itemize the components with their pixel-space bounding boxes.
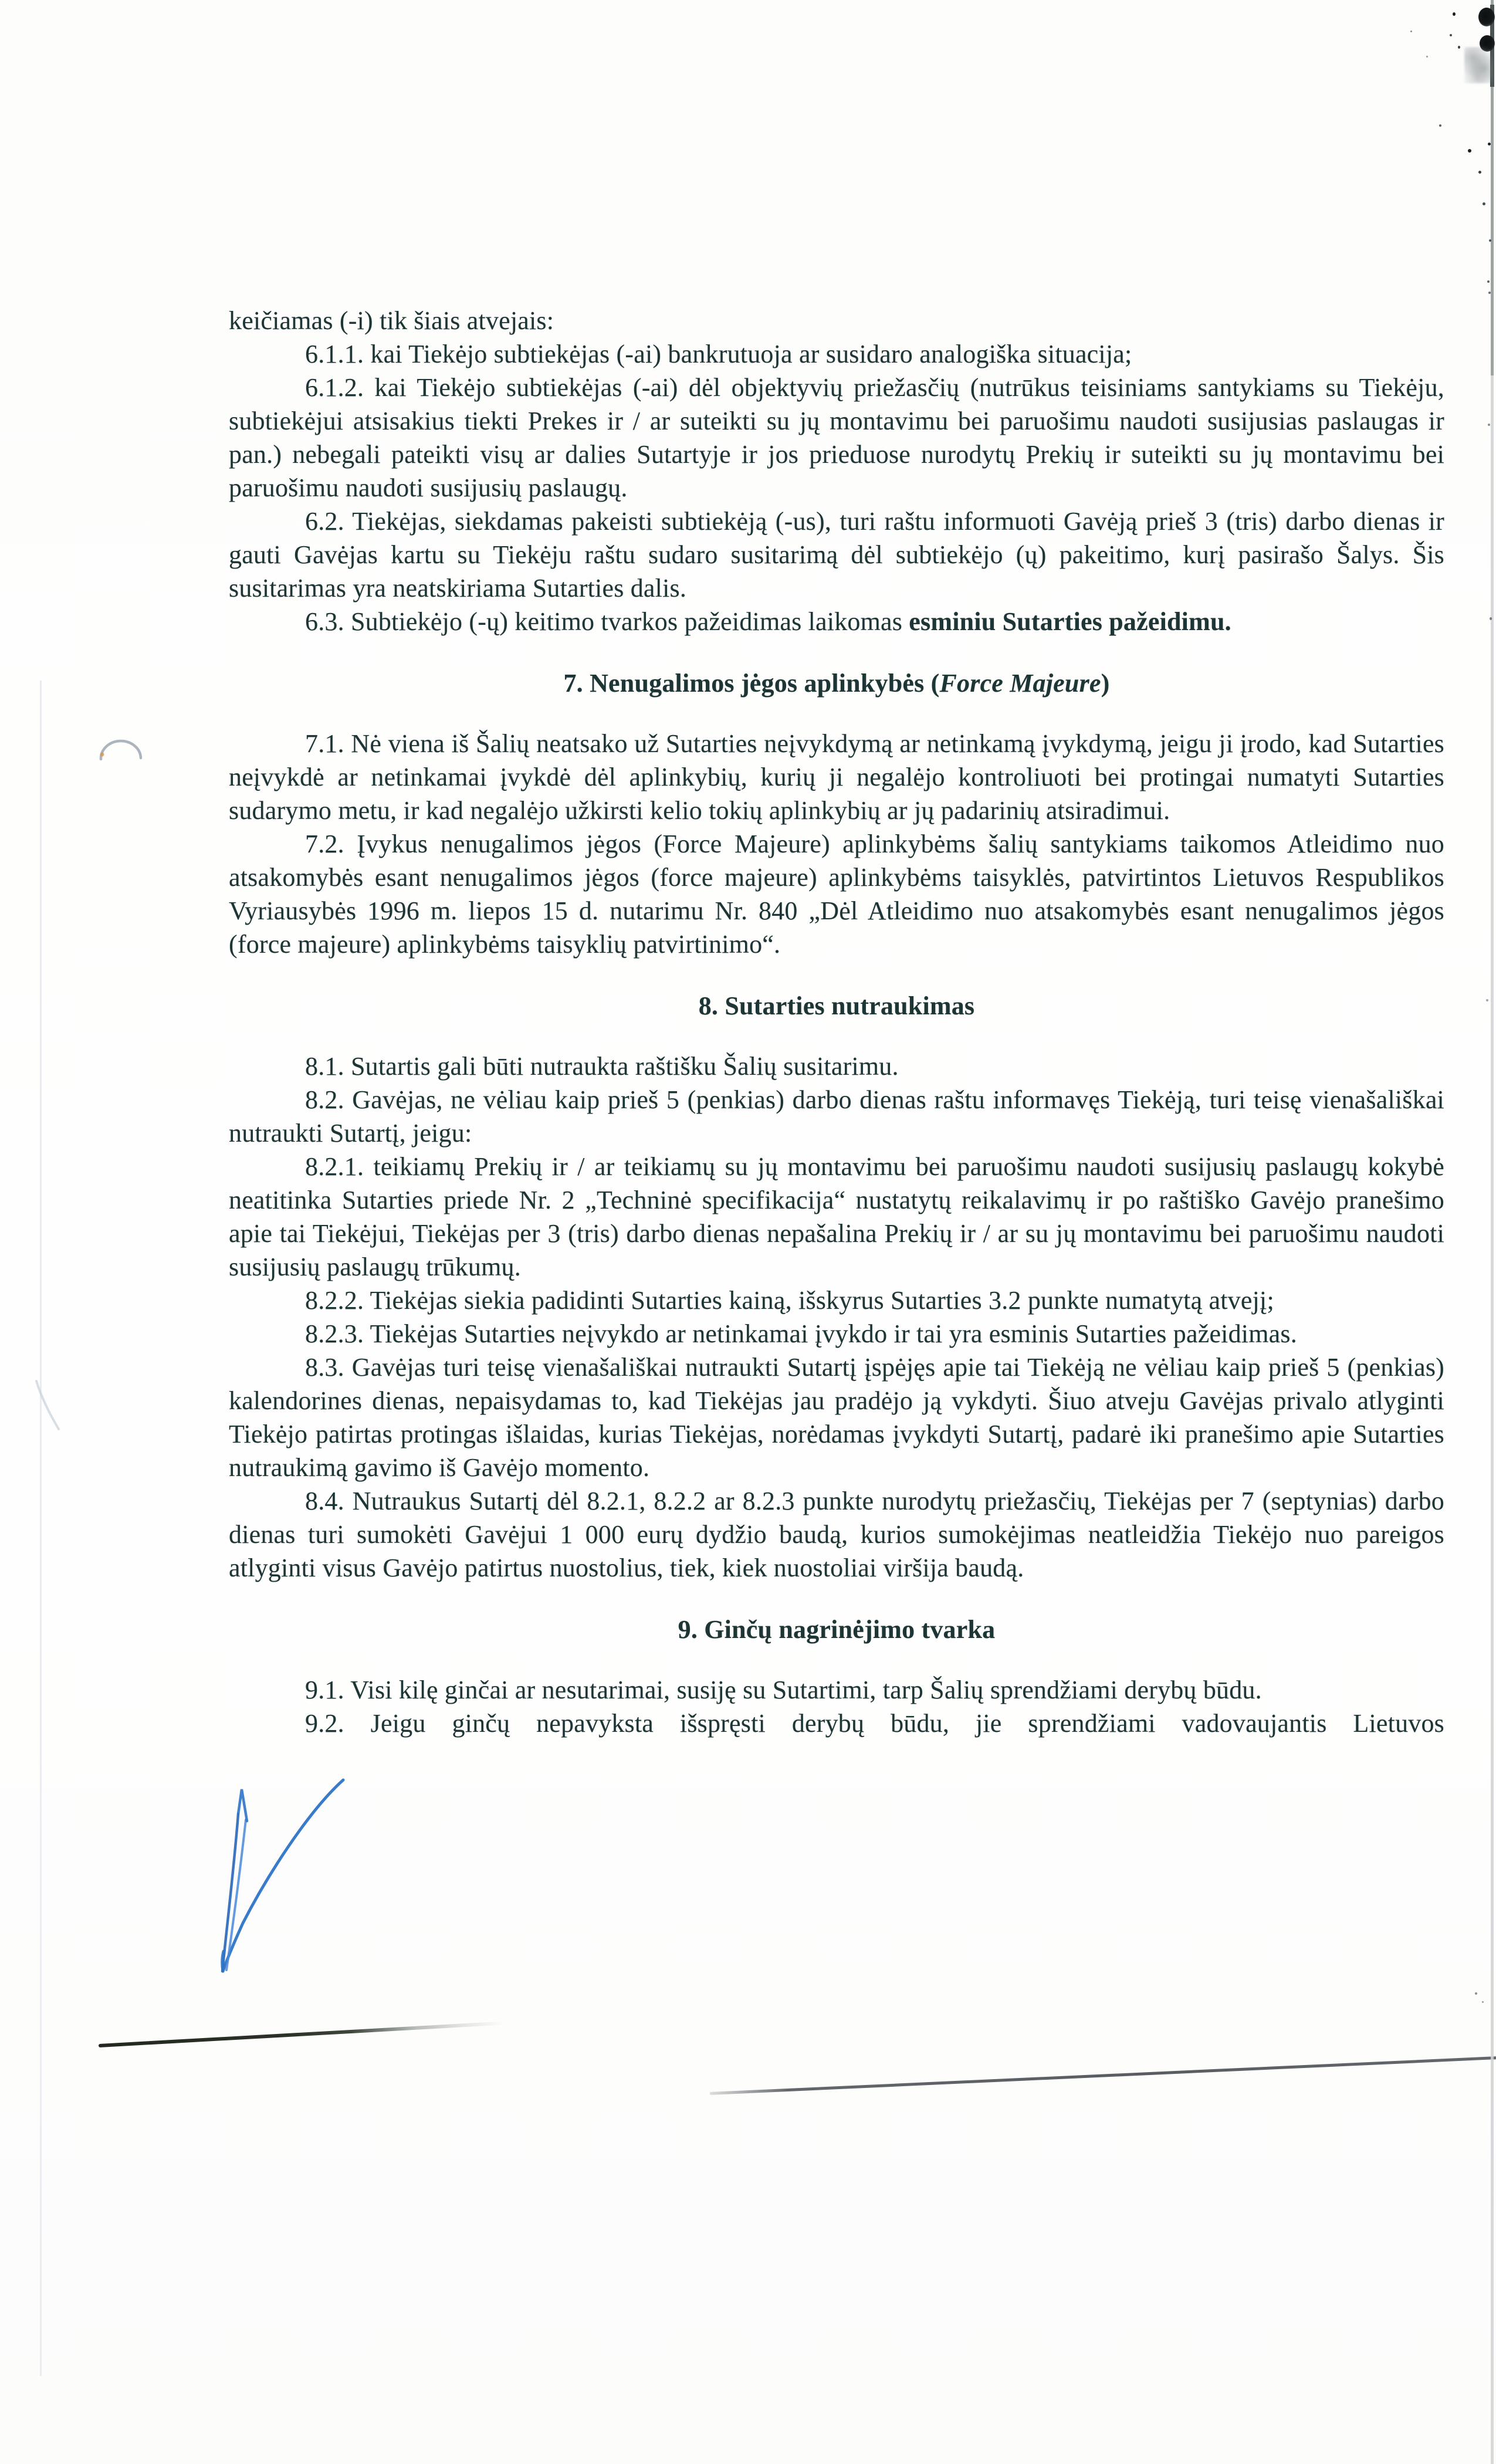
contract-paragraph [229, 505, 1444, 605]
contract-paragraph [229, 1707, 1444, 1740]
contract-paragraph [229, 1284, 1444, 1317]
text-run: esminiu Sutarties pažeidimu. [909, 607, 1231, 636]
text-run: 8.4. Nutraukus Sutartį dėl 8.2.1, 8.2.2 ar 8.2.3 punkte nurodytų priežasčių, Tiekėjas per 7 (septynias) darbo dienas turi sumokėti Gavėjui 1 000 eurų dydžio baudą, kurios sumokėjimas neatleidžia Tiekėjo nuo pareigos atlyginti visus Gavėjo patirtus nuostolius, tiek, kiek nuostoliai viršija baudą. [229, 1487, 1444, 1582]
section-heading [229, 1613, 1444, 1646]
contract-paragraph [229, 337, 1444, 371]
text-run: 8.2.2. Tiekėjas siekia padidinti Sutarties kainą, išskyrus Sutarties 3.2 punkte numatytą atvejį; [305, 1286, 1274, 1315]
contract-paragraph [229, 1351, 1444, 1484]
section-heading [229, 989, 1444, 1023]
ink-speck [1468, 149, 1471, 153]
contract-paragraph [229, 827, 1444, 961]
text-run: 8.2.3. Tiekėjas Sutarties neįvykdo ar netinkamai įvykdo ir tai yra esminis Sutarties pažeidimas. [305, 1319, 1297, 1348]
pencil-arc-mark [94, 731, 150, 769]
contract-paragraph [229, 1150, 1444, 1284]
horizontal-pen-line [99, 2021, 505, 2047]
text-run: 8.1. Sutartis gali būti nutraukta raštišku Šalių susitarimu. [305, 1052, 899, 1081]
faint-curve-mark [31, 1377, 66, 1433]
ink-speck [1489, 239, 1491, 242]
text-run: 6.1.2. kai Tiekėjo subtiekėjas (-ai) dėl objektyvių priežasčių (nutrūkus teisiniams santykiams su Tiekėju, subtiekėjui atsisakius tiekti Prekes ir / ar suteikti su jų montavimu bei paruošimu naudoti susijusias paslaugas ir pan.) nebegali pateikti visų ar dalies Sutartyje ir jos prieduose nurodytų Prekių ir suteikti su jų montavimu bei paruošimu naudoti susijusių paslaugų. [229, 373, 1444, 502]
text-run: 7. Nenugalimos jėgos aplinkybės ( [563, 669, 940, 698]
left-scan-edge-line [40, 681, 42, 2376]
ink-speck [1488, 424, 1490, 426]
gray-smudge [1464, 47, 1494, 83]
text-run: 6.1.1. kai Tiekėjo subtiekėjas (-ai) bankrutuoja ar susidaro analogiška situacija; [305, 340, 1132, 368]
contract-paragraph [229, 1050, 1444, 1083]
diagonal-scan-line [710, 2056, 1496, 2095]
ink-speck [1482, 2001, 1484, 2003]
text-run: 7.1. Nė viena iš Šalių neatsako už Sutarties neįvykdymą ar netinkamą įvykdymą, jeigu ji įrodo, kad Sutarties neįvykdė ar netinkamai įvykdė dėl aplinkybių, kurių ji negalėjo kontroliuoti bei protingai numatyti Sutarties sudarymo metu, ir kad negalėjo užkirsti kelio tokių aplinkybių ar jų padarinių atsiradimui. [229, 729, 1444, 825]
ink-speck [1475, 1992, 1477, 1995]
contract-paragraph [229, 1083, 1444, 1150]
text-run: 6.2. Tiekėjas, siekdamas pakeisti subtiekėją (-us), turi raštu informuoti Gavėją prieš 3 (tris) darbo dienas ir gauti Gavėjas kartu su Tiekėju raštu sudaro susitarimą dėl subtiekėjo (ų) pakeitimo, kurį pasirašo Šalys. Šis susitarimas yra neatskiriama Sutarties dalis. [229, 507, 1444, 603]
ink-blob [1478, 8, 1495, 26]
ink-speck [1426, 56, 1428, 57]
text-run: Force Majeure [939, 669, 1101, 698]
ink-speck [1486, 999, 1488, 1001]
text-run: 8.2.1. teikiamų Prekių ir / ar teikiamų su jų montavimu bei paruošimu naudoti susijusių paslaugų kokybė neatitinka Sutarties priede Nr. 2 „Techninė specifikacija“ nustatytų reikalavimų ir po raštiško Gavėjo pranešimo apie tai Tiekėjui, Tiekėjas per 3 (tris) darbo dienas nepašalina Prekių ir / ar su jų montavimu bei paruošimu naudoti susijusių paslaugų trūkumų. [229, 1152, 1444, 1281]
ink-speck [1410, 31, 1412, 32]
ink-speck [1478, 171, 1481, 174]
ink-speck [1490, 617, 1492, 620]
text-run: 6.3. Subtiekėjo (-ų) keitimo tvarkos pažeidimas laikomas [305, 607, 909, 636]
contract-paragraph [229, 371, 1444, 505]
ink-speck [1450, 34, 1452, 36]
contract-paragraph [229, 727, 1444, 827]
contract-paragraph [229, 1317, 1444, 1351]
contract-paragraph [229, 304, 1444, 337]
signature-ink [199, 1778, 375, 2012]
contract-paragraph [229, 1484, 1444, 1585]
text-run: 9.2. Jeigu ginčų nepavyksta išspręsti derybų būdu, jie sprendžiami vadovaujantis Lietuvos [305, 1709, 1444, 1738]
ink-speck [1439, 124, 1441, 127]
contract-paragraph [229, 1673, 1444, 1707]
ink-speck [1483, 202, 1485, 205]
ink-speck [1488, 143, 1491, 145]
ink-speck [1487, 280, 1490, 283]
text-run: ) [1101, 669, 1110, 698]
text-run: 9.1. Visi kilę ginčai ar nesutarimai, susiję su Sutartimi, tarp Šalių sprendžiami derybų būdu. [305, 1676, 1262, 1704]
text-run: keičiamas (-i) tik šiais atvejais: [229, 306, 554, 335]
ink-speck [1458, 46, 1460, 49]
text-run: 8.3. Gavėjas turi teisę vienašališkai nutraukti Sutartį įspėjęs apie tai Tiekėją ne vėliau kaip prieš 5 (penkias) kalendorines dienas, nepaisydamas to, kad Tiekėjas jau pradėjo ją vykdyti. Šiuo atveju Gavėjas privalo atlyginti Tiekėjo patirtas protingas išlaidas, kurias Tiekėjas, norėdamas įvykdyti Sutartį, padarė iki pranešimo apie Sutarties nutraukimą gavimo iš Gavėjo momento. [229, 1353, 1444, 1482]
text-run: 8.2. Gavėjas, ne vėliau kaip prieš 5 (penkias) darbo dienas raštu informavęs Tiekėją, turi teisę vienašališkai nutraukti Sutartį, jeigu: [229, 1085, 1444, 1148]
ink-speck [1488, 292, 1491, 294]
ink-speck [1453, 12, 1456, 16]
contract-text-block [229, 0, 1444, 1740]
text-run: 8. Sutarties nutraukimas [698, 991, 975, 1020]
text-run: 7.2. Įvykus nenugalimos jėgos (Force Majeure) aplinkybėms šalių santykiams taikomos Atleidimo nuo atsakomybės esant nenugalimos jėgos (force majeure) aplinkybėms taisyklės, patvirtintos Lietuvos Respublikos Vyriausybės 1996 m. liepos 15 d. nutarimu Nr. 840 „Dėl Atleidimo nuo atsakomybės esant nenugalimos jėgos (force majeure) aplinkybėms taisyklių patvirtinimo“. [229, 830, 1444, 959]
section-heading [229, 666, 1444, 700]
contract-paragraph [229, 605, 1444, 638]
text-run: 9. Ginčų nagrinėjimo tvarka [678, 1615, 996, 1644]
